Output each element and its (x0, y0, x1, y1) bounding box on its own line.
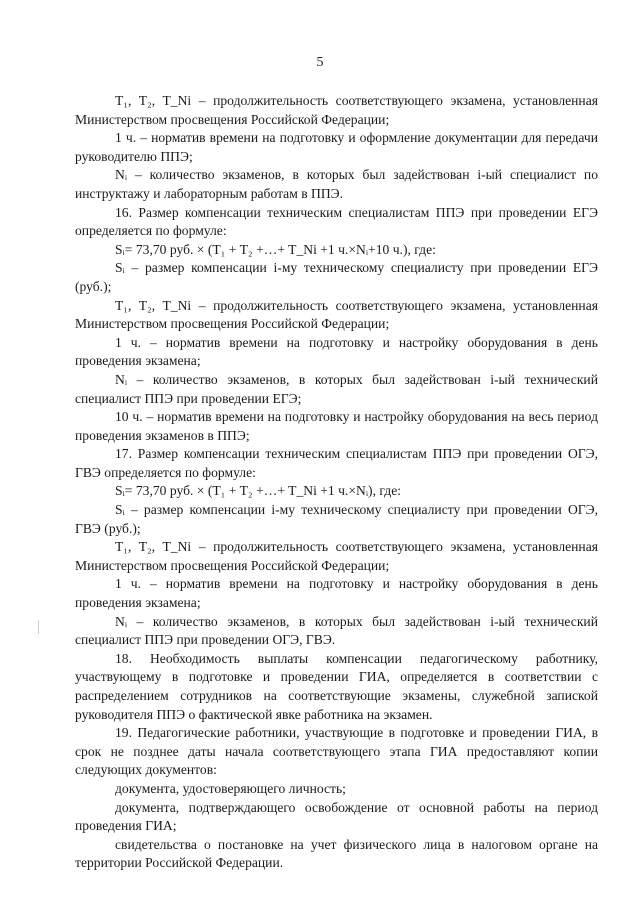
paragraph-t-duration-3: T₁, T₂, T_Ni – продолжительность соответствующего экзамена, установленная Министерством просвещения Российской Федерации; (75, 539, 598, 573)
list-item-tax-certificate: свидетельства о постановке на учет физического лица в налоговом органе на территории Российской Федерации. (75, 836, 598, 871)
paragraph-t-duration-2: T₁, T₂, T_Ni – продолжительность соответствующего экзамена, установленная Министерством просвещения Российской Федерации; (75, 297, 598, 332)
paragraph-n-tech-oge-gve: Nᵢ – количество экзаменов, в которых был задействован i-ый технический специалист ППЭ при проведении ОГЭ, ГВЭ. (75, 613, 598, 648)
paragraph-norm-setup-day-2: 1 ч. – норматив времени на подготовку и настройку оборудования в день проведения экзамена; (75, 576, 598, 611)
paragraph-18: 18. Необходимость выплаты компенсации педагогическому работнику, участвующему в подготовке и проведении ГИА, определяется в соответствии с распределением сотрудников на соответствующие экзамены, служебной запиской руководителя ППЭ о фактической явке работника на экзамен. (75, 650, 598, 722)
paragraph-16-heading: 16. Размер компенсации техническим специалистам ППЭ при проведении ЕГЭ определяется по формуле: (75, 204, 598, 239)
formula-ege: Sᵢ= 73,70 руб. × (T₁ + T₂ +…+ T_Ni +1 ч.×Nᵢ+10 ч.), где: (115, 241, 436, 257)
formula-oge-gve: Sᵢ= 73,70 руб. × (T₁ + T₂ +…+ T_Ni +1 ч.×Nᵢ), где: (115, 483, 401, 499)
list-item-identity-document: документа, удостоверяющего личность; (115, 780, 346, 796)
document-body (75, 92, 598, 873)
margin-scan-mark (38, 620, 39, 634)
paragraph-19: 19. Педагогические работники, участвующие в подготовке и проведении ГИА, в срок не позднее даты начала соответствующего этапа ГИА предоставляют копии следующих документов: (75, 725, 598, 778)
paragraph-17-heading: 17. Размер компенсации техническим специалистам ППЭ при проведении ОГЭ, ГВЭ определяется по формуле: (75, 446, 598, 480)
paragraph-n-instructor-exams: Nᵢ – количество экзаменов, в которых был задействован i-ый специалист по инструктажу и лабораторным работам в ППЭ. (75, 167, 598, 201)
paragraph-norm-documentation: 1 ч. – норматив времени на подготовку и оформление документации для передачи руководителю ППЭ; (75, 130, 598, 164)
list-item-release-document: документа, подтверждающего освобождение от основной работы на период проведения ГИА; (75, 799, 598, 834)
paragraph-norm-setup-day-1: 1 ч. – норматив времени на подготовку и настройку оборудования в день проведения экзамена; (75, 334, 598, 369)
paragraph-norm-setup-period: 10 ч. – норматив времени на подготовку и настройку оборудования на весь период проведения экзаменов в ППЭ; (75, 409, 598, 443)
paragraph-s-ege: Sᵢ – размер компенсации i-му техническому специалисту при проведении ЕГЭ (руб.); (75, 260, 598, 294)
paragraph-s-oge-gve: Sᵢ – размер компенсации i-му техническому специалисту при проведении ОГЭ, ГВЭ (руб.); (75, 502, 598, 536)
paragraph-t-duration-1: T₁, T₂, T_Ni – продолжительность соответствующего экзамена, установленная Министерством просвещения Российской Федерации; (75, 93, 598, 127)
paragraph-n-tech-ege: Nᵢ – количество экзаменов, в которых был задействован i-ый технический специалист ППЭ при проведении ЕГЭ; (75, 371, 598, 406)
page-number: 5 (316, 55, 324, 70)
